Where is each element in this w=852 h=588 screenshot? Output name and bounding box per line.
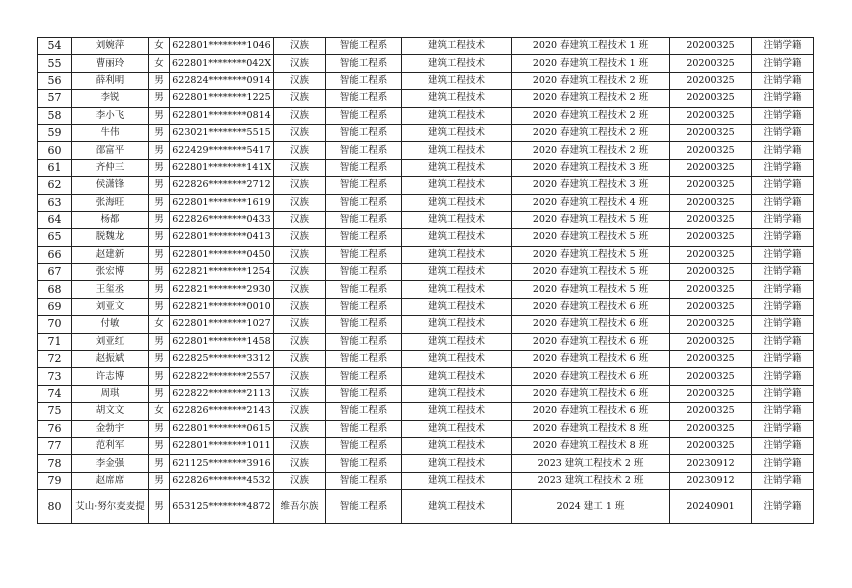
cell-status: 注销学籍 — [752, 142, 814, 159]
cell-name: 王玺丞 — [72, 281, 149, 298]
cell-name: 曹丽玲 — [72, 55, 149, 72]
table-row — [38, 368, 814, 385]
cell-class: 2020 春建筑工程技术 8 班 — [512, 437, 670, 454]
cell-department: 智能工程系 — [326, 264, 402, 281]
cell-status: 注销学籍 — [752, 229, 814, 246]
cell-ethnicity: 汉族 — [274, 55, 326, 72]
cell-date: 20230912 — [670, 455, 752, 472]
roster-body — [38, 38, 814, 524]
cell-status: 注销学籍 — [752, 316, 814, 333]
cell-major: 建筑工程技术 — [402, 298, 512, 315]
cell-major: 建筑工程技术 — [402, 316, 512, 333]
cell-date: 20200325 — [670, 194, 752, 211]
cell-number: 70 — [38, 316, 72, 333]
cell-department: 智能工程系 — [326, 403, 402, 420]
cell-name: 齐仲三 — [72, 159, 149, 176]
cell-date: 20230912 — [670, 472, 752, 489]
cell-id-number: 653125********4872 — [170, 490, 274, 524]
cell-id-number: 622821********1254 — [170, 264, 274, 281]
cell-ethnicity: 汉族 — [274, 472, 326, 489]
cell-gender: 女 — [149, 403, 170, 420]
cell-id-number: 622801********1458 — [170, 333, 274, 350]
cell-id-number: 622826********0433 — [170, 211, 274, 228]
cell-number: 73 — [38, 368, 72, 385]
cell-class: 2023 建筑工程技术 2 班 — [512, 455, 670, 472]
cell-major: 建筑工程技术 — [402, 351, 512, 368]
table-row — [38, 124, 814, 141]
cell-class: 2020 春建筑工程技术 2 班 — [512, 90, 670, 107]
cell-date: 20200325 — [670, 177, 752, 194]
cell-number: 65 — [38, 229, 72, 246]
cell-ethnicity: 汉族 — [274, 246, 326, 263]
cell-class: 2020 春建筑工程技术 2 班 — [512, 142, 670, 159]
cell-gender: 女 — [149, 316, 170, 333]
cell-major: 建筑工程技术 — [402, 403, 512, 420]
cell-status: 注销学籍 — [752, 159, 814, 176]
cell-number: 74 — [38, 385, 72, 402]
cell-date: 20200325 — [670, 264, 752, 281]
cell-class: 2020 春建筑工程技术 8 班 — [512, 420, 670, 437]
cell-gender: 男 — [149, 246, 170, 263]
cell-status: 注销学籍 — [752, 298, 814, 315]
cell-number: 68 — [38, 281, 72, 298]
cell-ethnicity: 汉族 — [274, 159, 326, 176]
cell-major: 建筑工程技术 — [402, 211, 512, 228]
cell-major: 建筑工程技术 — [402, 38, 512, 55]
cell-ethnicity: 汉族 — [274, 229, 326, 246]
cell-name: 侯潇锋 — [72, 177, 149, 194]
cell-id-number: 622801********1225 — [170, 90, 274, 107]
cell-department: 智能工程系 — [326, 437, 402, 454]
cell-number: 75 — [38, 403, 72, 420]
cell-major: 建筑工程技术 — [402, 246, 512, 263]
table-row — [38, 194, 814, 211]
cell-status: 注销学籍 — [752, 351, 814, 368]
cell-name: 杨都 — [72, 211, 149, 228]
cell-gender: 男 — [149, 211, 170, 228]
table-row — [38, 211, 814, 228]
cell-name: 脱魏龙 — [72, 229, 149, 246]
cell-status: 注销学籍 — [752, 420, 814, 437]
cell-number: 69 — [38, 298, 72, 315]
cell-name: 薛利明 — [72, 72, 149, 89]
cell-name: 张宏博 — [72, 264, 149, 281]
cell-department: 智能工程系 — [326, 55, 402, 72]
cell-name: 邵富平 — [72, 142, 149, 159]
cell-status: 注销学籍 — [752, 472, 814, 489]
cell-id-number: 622801********042X — [170, 55, 274, 72]
cell-gender: 男 — [149, 333, 170, 350]
cell-major: 建筑工程技术 — [402, 472, 512, 489]
cell-major: 建筑工程技术 — [402, 333, 512, 350]
cell-ethnicity: 汉族 — [274, 177, 326, 194]
cell-class: 2020 春建筑工程技术 2 班 — [512, 124, 670, 141]
cell-date: 20200325 — [670, 368, 752, 385]
cell-major: 建筑工程技术 — [402, 90, 512, 107]
cell-status: 注销学籍 — [752, 264, 814, 281]
table-row — [38, 38, 814, 55]
cell-gender: 男 — [149, 72, 170, 89]
cell-id-number: 622801********0450 — [170, 246, 274, 263]
cell-department: 智能工程系 — [326, 211, 402, 228]
cell-date: 20200325 — [670, 246, 752, 263]
cell-date: 20200325 — [670, 385, 752, 402]
cell-department: 智能工程系 — [326, 455, 402, 472]
cell-department: 智能工程系 — [326, 490, 402, 524]
cell-class: 2020 春建筑工程技术 3 班 — [512, 177, 670, 194]
table-row — [38, 246, 814, 263]
cell-class: 2020 春建筑工程技术 5 班 — [512, 246, 670, 263]
cell-class: 2020 春建筑工程技术 4 班 — [512, 194, 670, 211]
cell-status: 注销学籍 — [752, 403, 814, 420]
cell-status: 注销学籍 — [752, 194, 814, 211]
cell-ethnicity: 汉族 — [274, 38, 326, 55]
cell-name: 周琪 — [72, 385, 149, 402]
cell-name: 胡文文 — [72, 403, 149, 420]
cell-department: 智能工程系 — [326, 333, 402, 350]
table-row — [38, 333, 814, 350]
cell-department: 智能工程系 — [326, 385, 402, 402]
cell-gender: 男 — [149, 490, 170, 524]
cell-major: 建筑工程技术 — [402, 55, 512, 72]
cell-major: 建筑工程技术 — [402, 194, 512, 211]
cell-gender: 男 — [149, 351, 170, 368]
cell-number: 64 — [38, 211, 72, 228]
cell-id-number: 622429********5417 — [170, 142, 274, 159]
cell-major: 建筑工程技术 — [402, 229, 512, 246]
cell-ethnicity: 汉族 — [274, 194, 326, 211]
cell-status: 注销学籍 — [752, 246, 814, 263]
table-row — [38, 72, 814, 89]
cell-date: 20200325 — [670, 333, 752, 350]
cell-status: 注销学籍 — [752, 211, 814, 228]
cell-date: 20200325 — [670, 420, 752, 437]
cell-major: 建筑工程技术 — [402, 490, 512, 524]
cell-id-number: 622801********0615 — [170, 420, 274, 437]
cell-status: 注销学籍 — [752, 90, 814, 107]
cell-class: 2020 春建筑工程技术 5 班 — [512, 264, 670, 281]
cell-ethnicity: 汉族 — [274, 90, 326, 107]
table-row — [38, 55, 814, 72]
table-row — [38, 281, 814, 298]
cell-date: 20200325 — [670, 107, 752, 124]
cell-major: 建筑工程技术 — [402, 177, 512, 194]
cell-department: 智能工程系 — [326, 159, 402, 176]
cell-number: 67 — [38, 264, 72, 281]
cell-class: 2020 春建筑工程技术 2 班 — [512, 107, 670, 124]
cell-gender: 男 — [149, 437, 170, 454]
cell-gender: 男 — [149, 264, 170, 281]
cell-department: 智能工程系 — [326, 316, 402, 333]
cell-department: 智能工程系 — [326, 472, 402, 489]
cell-name: 赵席席 — [72, 472, 149, 489]
cell-department: 智能工程系 — [326, 420, 402, 437]
cell-date: 20200325 — [670, 159, 752, 176]
cell-date: 20200325 — [670, 281, 752, 298]
cell-id-number: 622822********2557 — [170, 368, 274, 385]
cell-gender: 男 — [149, 124, 170, 141]
cell-gender: 男 — [149, 455, 170, 472]
cell-date: 20200325 — [670, 351, 752, 368]
cell-number: 72 — [38, 351, 72, 368]
cell-class: 2020 春建筑工程技术 5 班 — [512, 281, 670, 298]
cell-id-number: 622801********141X — [170, 159, 274, 176]
cell-gender: 男 — [149, 142, 170, 159]
cell-gender: 女 — [149, 38, 170, 55]
cell-id-number: 622801********1619 — [170, 194, 274, 211]
cell-status: 注销学籍 — [752, 333, 814, 350]
cell-class: 2020 春建筑工程技术 6 班 — [512, 368, 670, 385]
cell-date: 20200325 — [670, 229, 752, 246]
cell-gender: 男 — [149, 177, 170, 194]
cell-name: 李金强 — [72, 455, 149, 472]
cell-department: 智能工程系 — [326, 298, 402, 315]
cell-id-number: 622821********2930 — [170, 281, 274, 298]
cell-number: 62 — [38, 177, 72, 194]
cell-name: 牛伟 — [72, 124, 149, 141]
cell-status: 注销学籍 — [752, 368, 814, 385]
table-row — [38, 107, 814, 124]
cell-id-number: 622825********3312 — [170, 351, 274, 368]
cell-id-number: 622826********4532 — [170, 472, 274, 489]
cell-department: 智能工程系 — [326, 124, 402, 141]
cell-ethnicity: 汉族 — [274, 264, 326, 281]
cell-number: 78 — [38, 455, 72, 472]
cell-ethnicity: 汉族 — [274, 385, 326, 402]
cell-status: 注销学籍 — [752, 55, 814, 72]
cell-department: 智能工程系 — [326, 368, 402, 385]
cell-name: 金勃宇 — [72, 420, 149, 437]
cell-gender: 男 — [149, 107, 170, 124]
cell-department: 智能工程系 — [326, 38, 402, 55]
cell-ethnicity: 汉族 — [274, 142, 326, 159]
cell-class: 2020 春建筑工程技术 1 班 — [512, 38, 670, 55]
cell-name: 赵振斌 — [72, 351, 149, 368]
cell-ethnicity: 汉族 — [274, 403, 326, 420]
cell-major: 建筑工程技术 — [402, 142, 512, 159]
cell-id-number: 622824********0914 — [170, 72, 274, 89]
table-row — [38, 177, 814, 194]
cell-class: 2020 春建筑工程技术 1 班 — [512, 55, 670, 72]
cell-gender: 男 — [149, 385, 170, 402]
cell-ethnicity: 汉族 — [274, 316, 326, 333]
cell-ethnicity: 汉族 — [274, 333, 326, 350]
cell-name: 刘亚红 — [72, 333, 149, 350]
cell-ethnicity: 维吾尔族 — [274, 490, 326, 524]
cell-status: 注销学籍 — [752, 72, 814, 89]
table-row — [38, 351, 814, 368]
cell-date: 20200325 — [670, 403, 752, 420]
cell-number: 60 — [38, 142, 72, 159]
table-row — [38, 298, 814, 315]
cell-major: 建筑工程技术 — [402, 455, 512, 472]
cell-status: 注销学籍 — [752, 124, 814, 141]
cell-major: 建筑工程技术 — [402, 124, 512, 141]
cell-status: 注销学籍 — [752, 281, 814, 298]
cell-id-number: 622801********1027 — [170, 316, 274, 333]
cell-gender: 男 — [149, 159, 170, 176]
table-row — [38, 420, 814, 437]
cell-department: 智能工程系 — [326, 177, 402, 194]
cell-name: 刘亚文 — [72, 298, 149, 315]
cell-number: 59 — [38, 124, 72, 141]
cell-department: 智能工程系 — [326, 142, 402, 159]
cell-number: 76 — [38, 420, 72, 437]
cell-id-number: 622801********0413 — [170, 229, 274, 246]
cell-number: 54 — [38, 38, 72, 55]
cell-date: 20200325 — [670, 38, 752, 55]
cell-gender: 男 — [149, 281, 170, 298]
cell-major: 建筑工程技术 — [402, 281, 512, 298]
cell-major: 建筑工程技术 — [402, 437, 512, 454]
cell-gender: 男 — [149, 472, 170, 489]
cell-major: 建筑工程技术 — [402, 159, 512, 176]
cell-major: 建筑工程技术 — [402, 72, 512, 89]
cell-ethnicity: 汉族 — [274, 437, 326, 454]
cell-date: 20200325 — [670, 124, 752, 141]
cell-major: 建筑工程技术 — [402, 264, 512, 281]
cell-date: 20200325 — [670, 72, 752, 89]
table-row — [38, 316, 814, 333]
cell-name: 许志博 — [72, 368, 149, 385]
cell-class: 2020 春建筑工程技术 3 班 — [512, 159, 670, 176]
cell-class: 2023 建筑工程技术 2 班 — [512, 472, 670, 489]
cell-class: 2020 春建筑工程技术 5 班 — [512, 211, 670, 228]
cell-id-number: 622801********1046 — [170, 38, 274, 55]
cell-id-number: 623021********5515 — [170, 124, 274, 141]
cell-id-number: 622821********0010 — [170, 298, 274, 315]
cell-gender: 男 — [149, 420, 170, 437]
cell-id-number: 622822********2113 — [170, 385, 274, 402]
cell-id-number: 621125********3916 — [170, 455, 274, 472]
cell-number: 61 — [38, 159, 72, 176]
cell-name: 张海旺 — [72, 194, 149, 211]
cell-status: 注销学籍 — [752, 107, 814, 124]
cell-gender: 男 — [149, 368, 170, 385]
cell-status: 注销学籍 — [752, 38, 814, 55]
cell-date: 20200325 — [670, 211, 752, 228]
table-row — [38, 90, 814, 107]
table-row — [38, 159, 814, 176]
cell-number: 80 — [38, 490, 72, 524]
cell-id-number: 622826********2143 — [170, 403, 274, 420]
table-row — [38, 264, 814, 281]
cell-date: 20200325 — [670, 142, 752, 159]
cell-class: 2020 春建筑工程技术 6 班 — [512, 316, 670, 333]
table-row — [38, 455, 814, 472]
table-row — [38, 142, 814, 159]
cell-name: 刘婉萍 — [72, 38, 149, 55]
cell-gender: 男 — [149, 229, 170, 246]
cell-status: 注销学籍 — [752, 385, 814, 402]
cell-gender: 男 — [149, 298, 170, 315]
cell-status: 注销学籍 — [752, 437, 814, 454]
cell-department: 智能工程系 — [326, 194, 402, 211]
cell-date: 20200325 — [670, 298, 752, 315]
cell-status: 注销学籍 — [752, 490, 814, 524]
table-row — [38, 437, 814, 454]
cell-date: 20200325 — [670, 55, 752, 72]
cell-number: 55 — [38, 55, 72, 72]
cell-class: 2020 春建筑工程技术 6 班 — [512, 403, 670, 420]
cell-ethnicity: 汉族 — [274, 281, 326, 298]
cell-class: 2020 春建筑工程技术 5 班 — [512, 229, 670, 246]
cell-number: 71 — [38, 333, 72, 350]
cell-name: 艾山·努尔麦麦提 — [72, 490, 149, 524]
cell-ethnicity: 汉族 — [274, 107, 326, 124]
cell-class: 2020 春建筑工程技术 6 班 — [512, 333, 670, 350]
cell-ethnicity: 汉族 — [274, 351, 326, 368]
cell-name: 赵建新 — [72, 246, 149, 263]
cell-ethnicity: 汉族 — [274, 298, 326, 315]
cell-id-number: 622801********1011 — [170, 437, 274, 454]
cell-ethnicity: 汉族 — [274, 368, 326, 385]
cell-date: 20200325 — [670, 316, 752, 333]
cell-date: 20200325 — [670, 437, 752, 454]
cell-department: 智能工程系 — [326, 107, 402, 124]
cell-class: 2020 春建筑工程技术 6 班 — [512, 298, 670, 315]
cell-major: 建筑工程技术 — [402, 385, 512, 402]
cell-date: 20240901 — [670, 490, 752, 524]
cell-gender: 男 — [149, 194, 170, 211]
table-row — [38, 385, 814, 402]
cell-department: 智能工程系 — [326, 281, 402, 298]
cell-department: 智能工程系 — [326, 351, 402, 368]
table-row — [38, 229, 814, 246]
cell-major: 建筑工程技术 — [402, 368, 512, 385]
cell-id-number: 622826********2712 — [170, 177, 274, 194]
cell-number: 56 — [38, 72, 72, 89]
table-row — [38, 472, 814, 489]
cell-status: 注销学籍 — [752, 455, 814, 472]
cell-major: 建筑工程技术 — [402, 107, 512, 124]
cell-name: 李锐 — [72, 90, 149, 107]
cell-ethnicity: 汉族 — [274, 420, 326, 437]
cell-department: 智能工程系 — [326, 246, 402, 263]
cell-ethnicity: 汉族 — [274, 124, 326, 141]
cell-ethnicity: 汉族 — [274, 211, 326, 228]
cell-number: 58 — [38, 107, 72, 124]
cell-name: 付敏 — [72, 316, 149, 333]
table-row — [38, 490, 814, 524]
table-row — [38, 403, 814, 420]
cell-department: 智能工程系 — [326, 72, 402, 89]
cell-department: 智能工程系 — [326, 229, 402, 246]
cell-major: 建筑工程技术 — [402, 420, 512, 437]
cell-number: 77 — [38, 437, 72, 454]
cell-name: 范利军 — [72, 437, 149, 454]
cell-status: 注销学籍 — [752, 177, 814, 194]
cell-class: 2024 建工 1 班 — [512, 490, 670, 524]
cell-id-number: 622801********0814 — [170, 107, 274, 124]
cell-gender: 女 — [149, 55, 170, 72]
cell-number: 57 — [38, 90, 72, 107]
cell-class: 2020 春建筑工程技术 2 班 — [512, 72, 670, 89]
cell-department: 智能工程系 — [326, 90, 402, 107]
student-roster-table — [37, 37, 814, 524]
cell-gender: 男 — [149, 90, 170, 107]
cell-class: 2020 春建筑工程技术 6 班 — [512, 351, 670, 368]
cell-ethnicity: 汉族 — [274, 455, 326, 472]
cell-date: 20200325 — [670, 90, 752, 107]
cell-number: 79 — [38, 472, 72, 489]
cell-number: 66 — [38, 246, 72, 263]
cell-class: 2020 春建筑工程技术 6 班 — [512, 385, 670, 402]
cell-name: 李小飞 — [72, 107, 149, 124]
cell-number: 63 — [38, 194, 72, 211]
cell-ethnicity: 汉族 — [274, 72, 326, 89]
